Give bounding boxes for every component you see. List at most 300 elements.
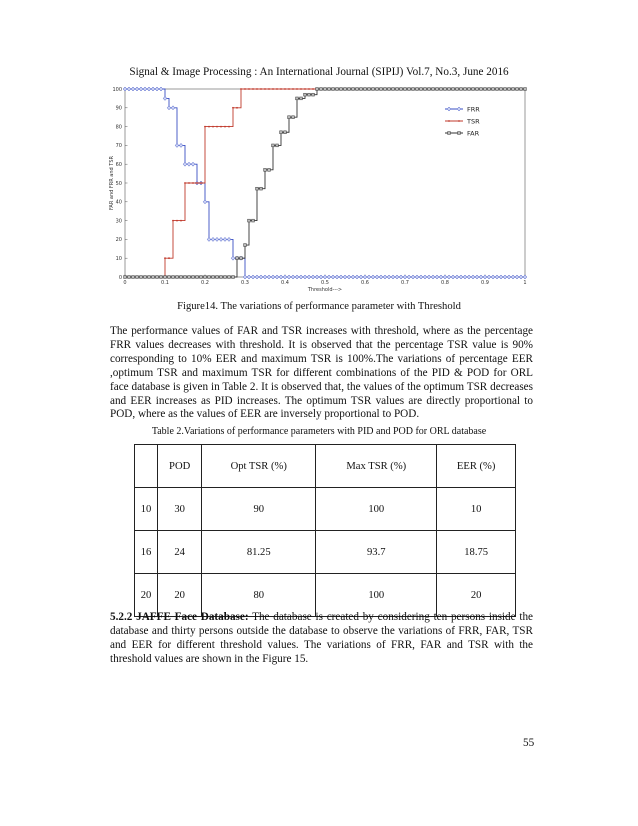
frr-marker bbox=[331, 275, 335, 279]
tsr-marker bbox=[240, 88, 242, 90]
tsr-marker bbox=[180, 220, 182, 222]
tsr-marker bbox=[458, 120, 460, 122]
frr-marker bbox=[251, 275, 255, 279]
frr-marker bbox=[255, 275, 259, 279]
far-marker bbox=[336, 88, 339, 91]
legend-label: TSR bbox=[467, 117, 480, 126]
frr-marker bbox=[287, 275, 291, 279]
table-header-cell bbox=[135, 445, 158, 488]
table-row bbox=[135, 531, 516, 574]
frr-marker bbox=[179, 143, 183, 147]
far-marker bbox=[424, 88, 427, 91]
tsr-marker bbox=[272, 88, 274, 90]
table-row bbox=[135, 488, 516, 531]
far-marker bbox=[304, 93, 307, 96]
far-marker bbox=[168, 276, 171, 279]
far-marker bbox=[212, 276, 215, 279]
far-marker bbox=[504, 88, 507, 91]
frr-marker bbox=[451, 275, 455, 279]
far-marker bbox=[512, 88, 515, 91]
journal-header: Signal & Image Processing : An International Journal (SIPIJ) Vol.7, No.3, June 2016 bbox=[129, 66, 509, 78]
x-tick-label: 0.4 bbox=[281, 280, 289, 286]
x-tick-label: 0.1 bbox=[161, 280, 169, 286]
x-tick-label: 0.8 bbox=[441, 280, 449, 286]
frr-marker bbox=[395, 275, 399, 279]
far-marker bbox=[384, 88, 387, 91]
far-marker bbox=[136, 276, 139, 279]
tsr-marker bbox=[232, 107, 234, 109]
far-marker bbox=[244, 244, 247, 247]
far-marker bbox=[156, 276, 159, 279]
frr-marker bbox=[459, 275, 463, 279]
tsr-marker bbox=[284, 88, 286, 90]
frr-marker bbox=[203, 200, 207, 204]
tsr-marker bbox=[204, 126, 206, 128]
frr-marker bbox=[223, 237, 227, 241]
far-marker bbox=[440, 88, 443, 91]
frr-marker bbox=[279, 275, 283, 279]
frr-marker bbox=[411, 275, 415, 279]
frr-marker bbox=[343, 275, 347, 279]
frr-marker bbox=[187, 162, 191, 166]
far-marker bbox=[248, 219, 251, 222]
frr-marker bbox=[455, 275, 459, 279]
frr-marker bbox=[139, 87, 143, 91]
far-marker bbox=[356, 88, 359, 91]
table-cell: 10 bbox=[437, 488, 516, 531]
frr-marker bbox=[439, 275, 443, 279]
table-header-cell: POD bbox=[158, 445, 202, 488]
frr-marker bbox=[375, 275, 379, 279]
x-tick-label: 1 bbox=[523, 280, 527, 286]
far-marker bbox=[396, 88, 399, 91]
far-marker bbox=[344, 88, 347, 91]
far-marker bbox=[368, 88, 371, 91]
far-marker bbox=[348, 88, 351, 91]
frr-marker bbox=[291, 275, 295, 279]
far-marker bbox=[464, 88, 467, 91]
tsr-marker bbox=[252, 88, 254, 90]
tsr-marker bbox=[292, 88, 294, 90]
frr-marker bbox=[283, 275, 287, 279]
far-marker bbox=[400, 88, 403, 91]
frr-marker bbox=[315, 275, 319, 279]
frr-marker bbox=[335, 275, 339, 279]
frr-marker bbox=[427, 275, 431, 279]
far-marker bbox=[500, 88, 503, 91]
y-tick-label: 20 bbox=[115, 237, 122, 244]
frr-marker bbox=[475, 275, 479, 279]
tsr-marker bbox=[188, 182, 190, 184]
far-marker bbox=[520, 88, 523, 91]
table-cell: 20 bbox=[158, 574, 202, 617]
far-marker bbox=[392, 88, 395, 91]
table-cell: 93.7 bbox=[316, 531, 437, 574]
far-marker bbox=[164, 276, 167, 279]
frr-marker bbox=[359, 275, 363, 279]
frr-marker bbox=[159, 87, 163, 91]
y-tick-label: 30 bbox=[115, 218, 122, 225]
frr-marker bbox=[231, 256, 235, 260]
far-marker bbox=[280, 131, 283, 134]
x-tick-label: 0.9 bbox=[481, 280, 489, 286]
tsr-marker bbox=[268, 88, 270, 90]
tsr-marker bbox=[308, 88, 310, 90]
x-tick-label: 0.7 bbox=[401, 280, 409, 286]
table-caption: Table 2.Variations of performance parameters with PID and POD for ORL database bbox=[151, 426, 487, 437]
tsr-marker bbox=[184, 182, 186, 184]
legend-label: FAR bbox=[467, 129, 480, 138]
far-marker bbox=[172, 276, 175, 279]
far-marker bbox=[160, 276, 163, 279]
far-marker bbox=[316, 88, 319, 91]
frr-marker bbox=[479, 275, 483, 279]
far-marker bbox=[476, 88, 479, 91]
frr-marker bbox=[347, 275, 351, 279]
frr-marker bbox=[523, 275, 527, 279]
tsr-marker bbox=[288, 88, 290, 90]
far-marker bbox=[260, 187, 263, 190]
far-marker bbox=[264, 168, 267, 171]
tsr-marker bbox=[276, 88, 278, 90]
far-marker bbox=[328, 88, 331, 91]
table-cell: 16 bbox=[135, 531, 158, 574]
frr-marker bbox=[175, 143, 179, 147]
table-cell: 90 bbox=[202, 488, 316, 531]
frr-marker bbox=[511, 275, 515, 279]
far-marker bbox=[472, 88, 475, 91]
frr-marker bbox=[311, 275, 315, 279]
table-cell: 20 bbox=[437, 574, 516, 617]
tsr-marker bbox=[256, 88, 258, 90]
table-header-cell: Opt TSR (%) bbox=[202, 445, 316, 488]
frr-marker bbox=[383, 275, 387, 279]
far-marker bbox=[448, 132, 451, 135]
far-marker bbox=[458, 132, 461, 135]
tsr-marker bbox=[304, 88, 306, 90]
tsr-marker bbox=[212, 126, 214, 128]
frr-marker bbox=[431, 275, 435, 279]
far-marker bbox=[388, 88, 391, 91]
frr-marker bbox=[499, 275, 503, 279]
frr-marker bbox=[495, 275, 499, 279]
tsr-marker bbox=[296, 88, 298, 90]
tsr-marker bbox=[168, 257, 170, 259]
frr-marker bbox=[407, 275, 411, 279]
x-tick-label: 0.2 bbox=[201, 280, 209, 286]
frr-marker bbox=[127, 87, 131, 91]
far-marker bbox=[236, 257, 239, 260]
y-tick-label: 60 bbox=[115, 162, 122, 168]
far-marker bbox=[436, 88, 439, 91]
frr-marker bbox=[219, 237, 223, 241]
far-marker bbox=[268, 168, 271, 171]
far-marker bbox=[296, 97, 299, 100]
far-marker bbox=[176, 276, 179, 279]
far-marker bbox=[208, 276, 211, 279]
frr-marker bbox=[467, 275, 471, 279]
tsr-marker bbox=[208, 126, 210, 128]
tsr-marker bbox=[448, 120, 450, 122]
table-cell: 81.25 bbox=[202, 531, 316, 574]
far-marker bbox=[188, 276, 191, 279]
frr-marker bbox=[247, 275, 251, 279]
frr-marker bbox=[243, 275, 247, 279]
far-marker bbox=[372, 88, 375, 91]
far-marker bbox=[196, 276, 199, 279]
results-table bbox=[134, 444, 516, 617]
y-tick-label: 10 bbox=[115, 256, 122, 262]
tsr-marker bbox=[176, 220, 178, 222]
frr-marker bbox=[391, 275, 395, 279]
tsr-marker bbox=[172, 220, 174, 222]
frr-marker bbox=[443, 275, 447, 279]
far-marker bbox=[448, 88, 451, 91]
far-marker bbox=[308, 93, 311, 96]
frr-marker bbox=[387, 275, 391, 279]
far-marker bbox=[508, 88, 511, 91]
frr-marker bbox=[351, 275, 355, 279]
frr-marker bbox=[483, 275, 487, 279]
tsr-marker bbox=[228, 126, 230, 128]
far-marker bbox=[332, 88, 335, 91]
far-marker bbox=[276, 144, 279, 147]
frr-marker bbox=[419, 275, 423, 279]
tsr-marker bbox=[196, 182, 198, 184]
frr-marker bbox=[151, 87, 155, 91]
frr-marker bbox=[507, 275, 511, 279]
far-marker bbox=[404, 88, 407, 91]
far-marker bbox=[204, 276, 207, 279]
far-marker bbox=[496, 88, 499, 91]
far-marker bbox=[420, 88, 423, 91]
far-marker bbox=[288, 116, 291, 119]
frr-marker bbox=[275, 275, 279, 279]
frr-marker bbox=[319, 275, 323, 279]
y-tick-label: 0 bbox=[118, 274, 122, 281]
x-tick-label: 0.5 bbox=[321, 280, 329, 286]
frr-marker bbox=[211, 237, 215, 241]
section-paragraph bbox=[110, 611, 533, 667]
far-marker bbox=[380, 88, 383, 91]
far-marker bbox=[224, 276, 227, 279]
frr-marker bbox=[183, 162, 187, 166]
far-marker bbox=[252, 219, 255, 222]
tsr-marker bbox=[220, 126, 222, 128]
table-cell: 20 bbox=[135, 574, 158, 617]
frr-marker bbox=[423, 275, 427, 279]
far-marker bbox=[148, 276, 151, 279]
frr-marker bbox=[263, 275, 267, 279]
frr-marker bbox=[339, 275, 343, 279]
frr-marker bbox=[447, 107, 451, 111]
tsr-marker bbox=[200, 182, 202, 184]
frr-marker bbox=[323, 275, 327, 279]
tsr-marker bbox=[280, 88, 282, 90]
far-marker bbox=[216, 276, 219, 279]
frr-marker bbox=[519, 275, 523, 279]
x-tick-label: 0.6 bbox=[361, 280, 369, 286]
far-marker bbox=[320, 88, 323, 91]
far-marker bbox=[480, 88, 483, 91]
tsr-marker bbox=[236, 107, 238, 109]
far-marker bbox=[444, 88, 447, 91]
far-marker bbox=[516, 88, 519, 91]
frr-marker bbox=[295, 275, 299, 279]
x-tick-label: 0.3 bbox=[241, 280, 249, 286]
frr-marker bbox=[131, 87, 135, 91]
frr-marker bbox=[435, 275, 439, 279]
tsr-marker bbox=[260, 88, 262, 90]
frr-marker bbox=[215, 237, 219, 241]
far-marker bbox=[408, 88, 411, 91]
frr-marker bbox=[299, 275, 303, 279]
far-marker bbox=[284, 131, 287, 134]
page-number: 55 bbox=[523, 737, 535, 749]
far-marker bbox=[300, 97, 303, 100]
frr-marker bbox=[471, 275, 475, 279]
far-marker bbox=[460, 88, 463, 91]
far-marker bbox=[144, 276, 147, 279]
table-cell: 18.75 bbox=[437, 531, 516, 574]
section-heading: 5.2.2 JAFFE Face Database: bbox=[110, 611, 249, 623]
tsr-marker bbox=[192, 182, 194, 184]
y-axis-label: FAR and FRR and TSR bbox=[109, 155, 115, 211]
frr-marker bbox=[379, 275, 383, 279]
frr-marker bbox=[367, 275, 371, 279]
paragraph-results: The performance values of FAR and TSR increases with threshold, where as the percentage FRR values decreases with threshold. It is observed that the percentage TSR value is 90% corresponding to 10% EER and maximum TSR is 100%.The variations of percentage EER ,optimum TSR and maximum TSR for different combinations of the PID & POD for ORL face database is given in Table 2. It is observed that, the values of the optimum TSR decreases and EER increases as PID increases. The optimum TSR values are directly proportional to POD, where as the values of EER are inversely proportional to POD. bbox=[110, 325, 533, 421]
far-marker bbox=[140, 276, 143, 279]
frr-marker bbox=[163, 96, 167, 100]
far-marker bbox=[324, 88, 327, 91]
far-marker bbox=[240, 257, 243, 260]
frr-marker bbox=[363, 275, 367, 279]
frr-marker bbox=[167, 106, 171, 110]
y-tick-label: 100 bbox=[112, 86, 122, 93]
far-marker bbox=[312, 93, 315, 96]
far-marker bbox=[180, 276, 183, 279]
far-marker bbox=[184, 276, 187, 279]
far-marker bbox=[124, 276, 127, 279]
tsr-marker bbox=[216, 126, 218, 128]
far-marker bbox=[492, 88, 495, 91]
tsr-marker bbox=[300, 88, 302, 90]
frr-marker bbox=[447, 275, 451, 279]
frr-marker bbox=[271, 275, 275, 279]
far-marker bbox=[132, 276, 135, 279]
frr-marker bbox=[399, 275, 403, 279]
frr-marker bbox=[487, 275, 491, 279]
frr-marker bbox=[355, 275, 359, 279]
frr-marker bbox=[143, 87, 147, 91]
far-marker bbox=[376, 88, 379, 91]
frr-marker bbox=[191, 162, 195, 166]
legend-label: FRR bbox=[467, 105, 480, 114]
far-marker bbox=[232, 276, 235, 279]
table-cell: 10 bbox=[135, 488, 158, 531]
far-marker bbox=[272, 144, 275, 147]
far-marker bbox=[364, 88, 367, 91]
frr-marker bbox=[227, 237, 231, 241]
frr-marker bbox=[303, 275, 307, 279]
y-tick-label: 70 bbox=[115, 143, 122, 150]
far-marker bbox=[416, 88, 419, 91]
far-marker bbox=[524, 88, 527, 91]
tsr-marker bbox=[224, 126, 226, 128]
far-marker bbox=[412, 88, 415, 91]
far-marker bbox=[456, 88, 459, 91]
tsr-marker bbox=[164, 257, 166, 259]
frr-marker bbox=[503, 275, 507, 279]
table-header-row bbox=[135, 445, 516, 488]
y-tick-label: 40 bbox=[115, 199, 122, 206]
table-cell: 100 bbox=[316, 574, 437, 617]
table-cell: 80 bbox=[202, 574, 316, 617]
frr-marker bbox=[403, 275, 407, 279]
frr-marker bbox=[457, 107, 461, 111]
x-axis-label: Threshold---> bbox=[307, 287, 343, 293]
far-marker bbox=[468, 88, 471, 91]
tsr-marker bbox=[244, 88, 246, 90]
tsr-marker bbox=[312, 88, 314, 90]
table-header-cell: Max TSR (%) bbox=[316, 445, 437, 488]
far-marker bbox=[484, 88, 487, 91]
far-marker bbox=[360, 88, 363, 91]
frr-marker bbox=[259, 275, 263, 279]
frr-marker bbox=[463, 275, 467, 279]
table-cell: 24 bbox=[158, 531, 202, 574]
frr-marker bbox=[135, 87, 139, 91]
table-cell: 30 bbox=[158, 488, 202, 531]
far-marker bbox=[452, 88, 455, 91]
table-header-cell: EER (%) bbox=[437, 445, 516, 488]
frr-marker bbox=[327, 275, 331, 279]
far-marker bbox=[200, 276, 203, 279]
frr-marker bbox=[171, 106, 175, 110]
frr-marker bbox=[515, 275, 519, 279]
frr-marker bbox=[155, 87, 159, 91]
far-marker bbox=[340, 88, 343, 91]
y-tick-label: 50 bbox=[115, 180, 122, 187]
chart-svg bbox=[108, 84, 534, 298]
far-marker bbox=[128, 276, 131, 279]
far-marker bbox=[428, 88, 431, 91]
far-marker bbox=[192, 276, 195, 279]
tsr-marker bbox=[248, 88, 250, 90]
far-marker bbox=[220, 276, 223, 279]
threshold-chart bbox=[108, 84, 534, 298]
table-cell: 100 bbox=[316, 488, 437, 531]
frr-marker bbox=[267, 275, 271, 279]
y-tick-label: 90 bbox=[115, 105, 122, 112]
tsr-marker bbox=[264, 88, 266, 90]
x-tick-label: 0 bbox=[123, 280, 127, 286]
far-marker bbox=[488, 88, 491, 91]
frr-marker bbox=[415, 275, 419, 279]
frr-marker bbox=[147, 87, 151, 91]
frr-marker bbox=[307, 275, 311, 279]
frr-marker bbox=[491, 275, 495, 279]
far-marker bbox=[352, 88, 355, 91]
figure-caption: Figure14. The variations of performance parameter with Threshold bbox=[177, 301, 461, 312]
frr-marker bbox=[371, 275, 375, 279]
frr-marker bbox=[207, 237, 211, 241]
section-text: The database is created by considering ten persons inside the database and thirty persons outside the database to observe the variations of FRR, FAR, TSR and EER for different threshold values. The variations of FRR, FAR and TSR with the threshold values are shown in the Figure 15. bbox=[110, 611, 534, 665]
far-marker bbox=[432, 88, 435, 91]
y-tick-label: 80 bbox=[115, 124, 122, 131]
far-marker bbox=[152, 276, 155, 279]
frr-marker bbox=[123, 87, 127, 91]
